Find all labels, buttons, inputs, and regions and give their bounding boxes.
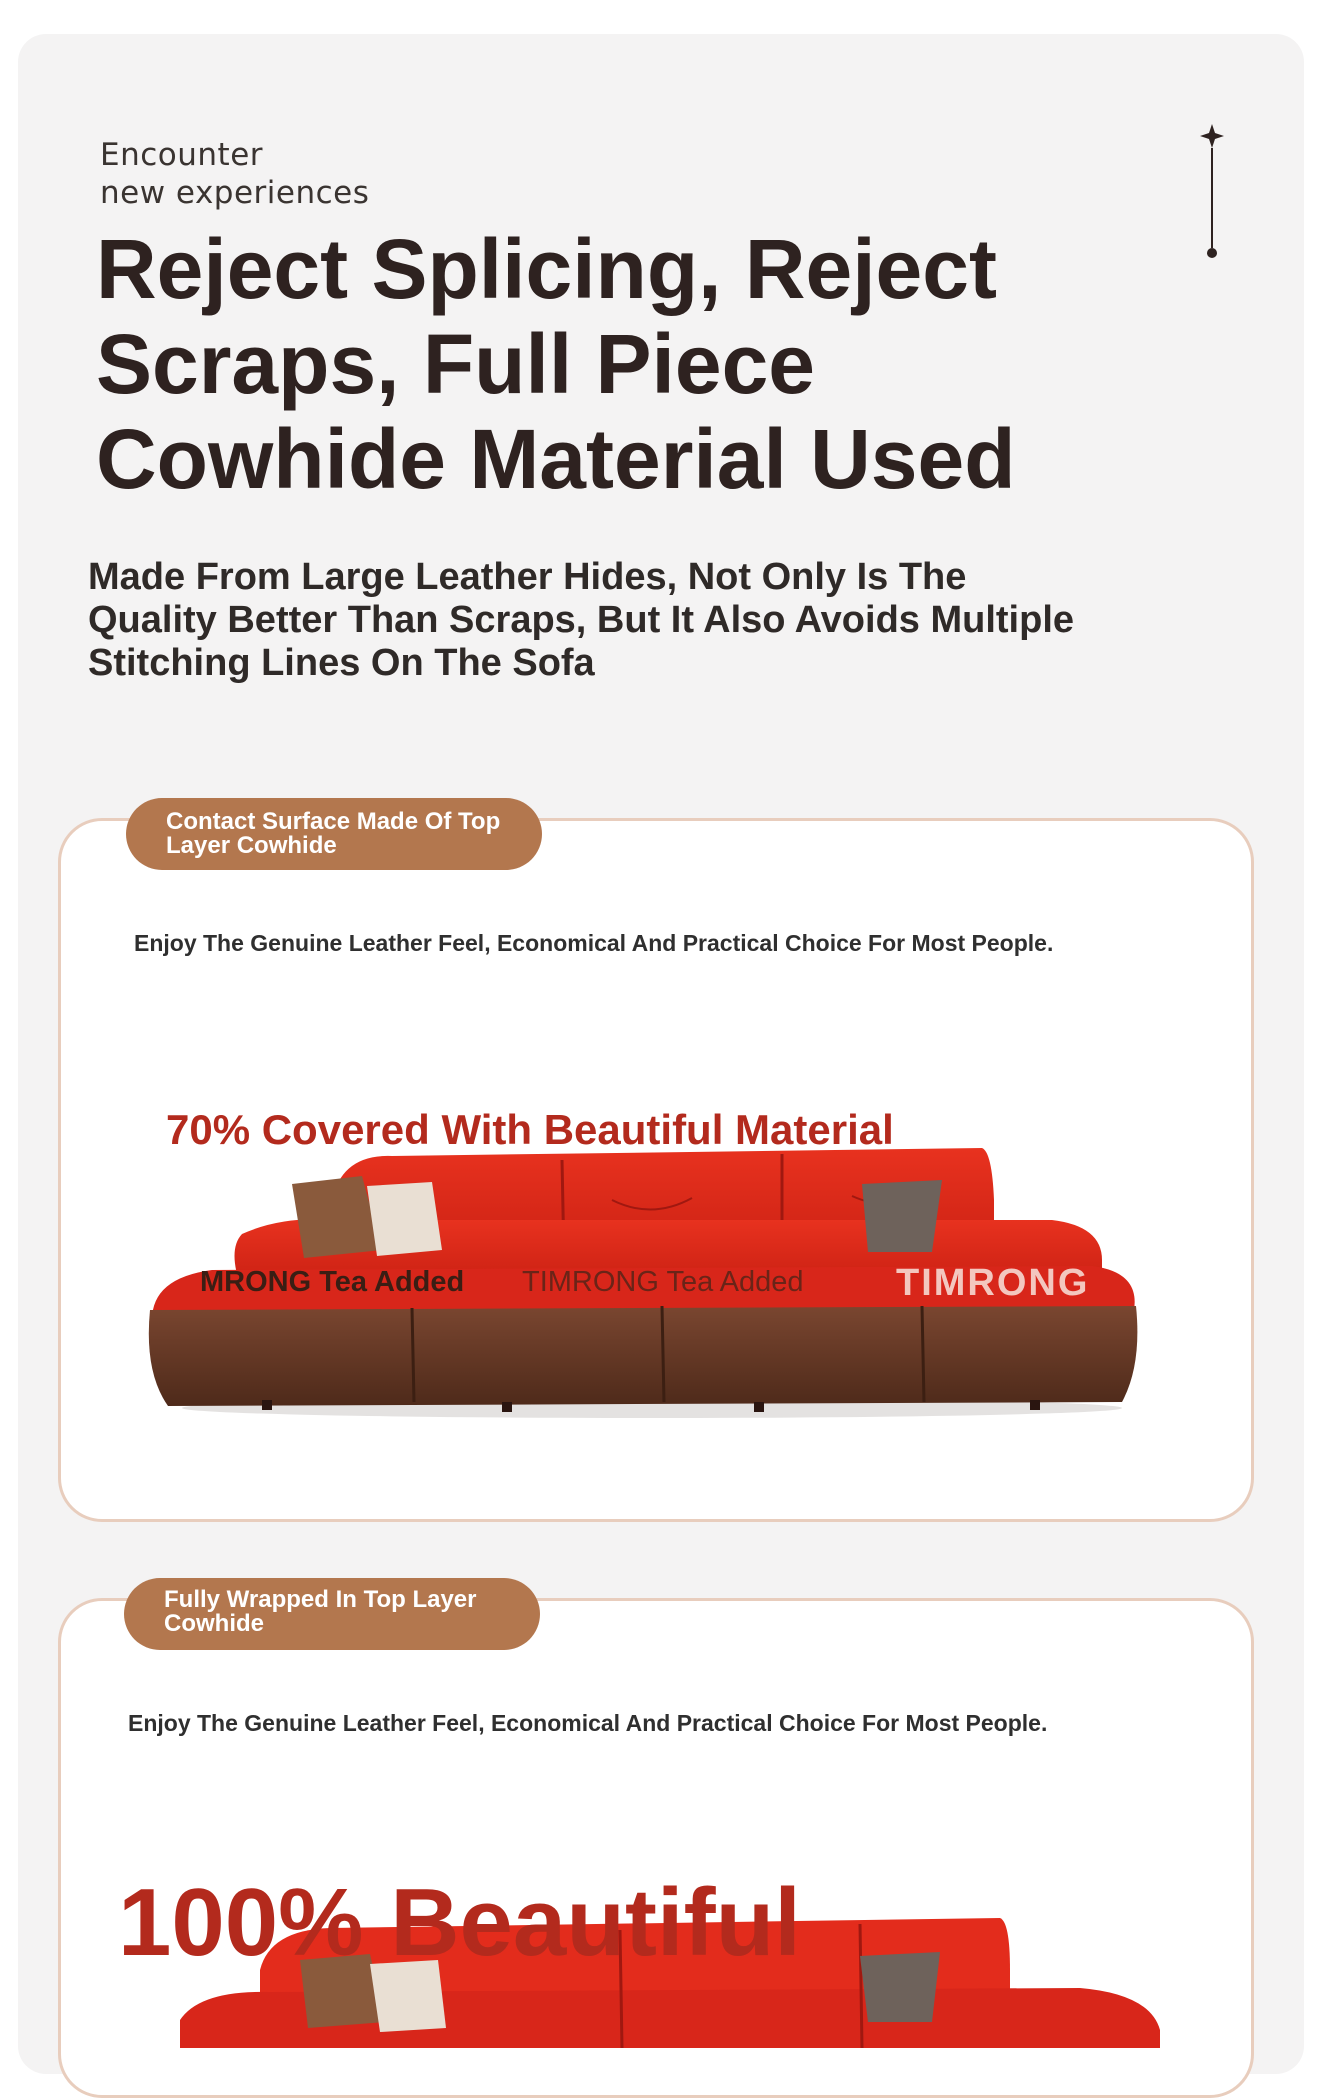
watermark-text: TIMRONG [896, 1262, 1090, 1304]
eyebrow-text [100, 136, 369, 212]
feature-pill-label [126, 798, 542, 870]
page-subheadline: Made From Large Leather Hides, Not Only Is The Quality Better Than Scraps, But It Also Avoids Multiple Stitching Lines On The Sofa [88, 556, 1075, 684]
coverage-heading: 100% Beautiful [118, 1869, 801, 1976]
eyebrow-line-1: Encounter [100, 137, 264, 173]
coverage-heading: 70% Covered With Beautiful Material [166, 1106, 894, 1153]
card-description: Enjoy The Genuine Leather Feel, Economical And Practical Choice For Most People. [128, 1710, 1048, 1736]
sparkle-line-icon [1196, 120, 1228, 260]
eyebrow-line-2: new experiences [100, 175, 370, 211]
pill-text: Contact Surface Made Of Top Layer Cowhide [166, 808, 501, 859]
watermark-text: MRONG Tea Added [200, 1266, 465, 1298]
card-description: Enjoy The Genuine Leather Feel, Economical And Practical Choice For Most People. [134, 930, 1054, 956]
pill-text: Fully Wrapped In Top Layer Cowhide [164, 1586, 477, 1637]
page-headline: Reject Splicing, Reject Scraps, Full Piece Cowhide Material Used [96, 222, 1016, 506]
feature-pill-label [124, 1578, 540, 1650]
watermark-text: TIMRONG Tea Added [522, 1266, 804, 1298]
